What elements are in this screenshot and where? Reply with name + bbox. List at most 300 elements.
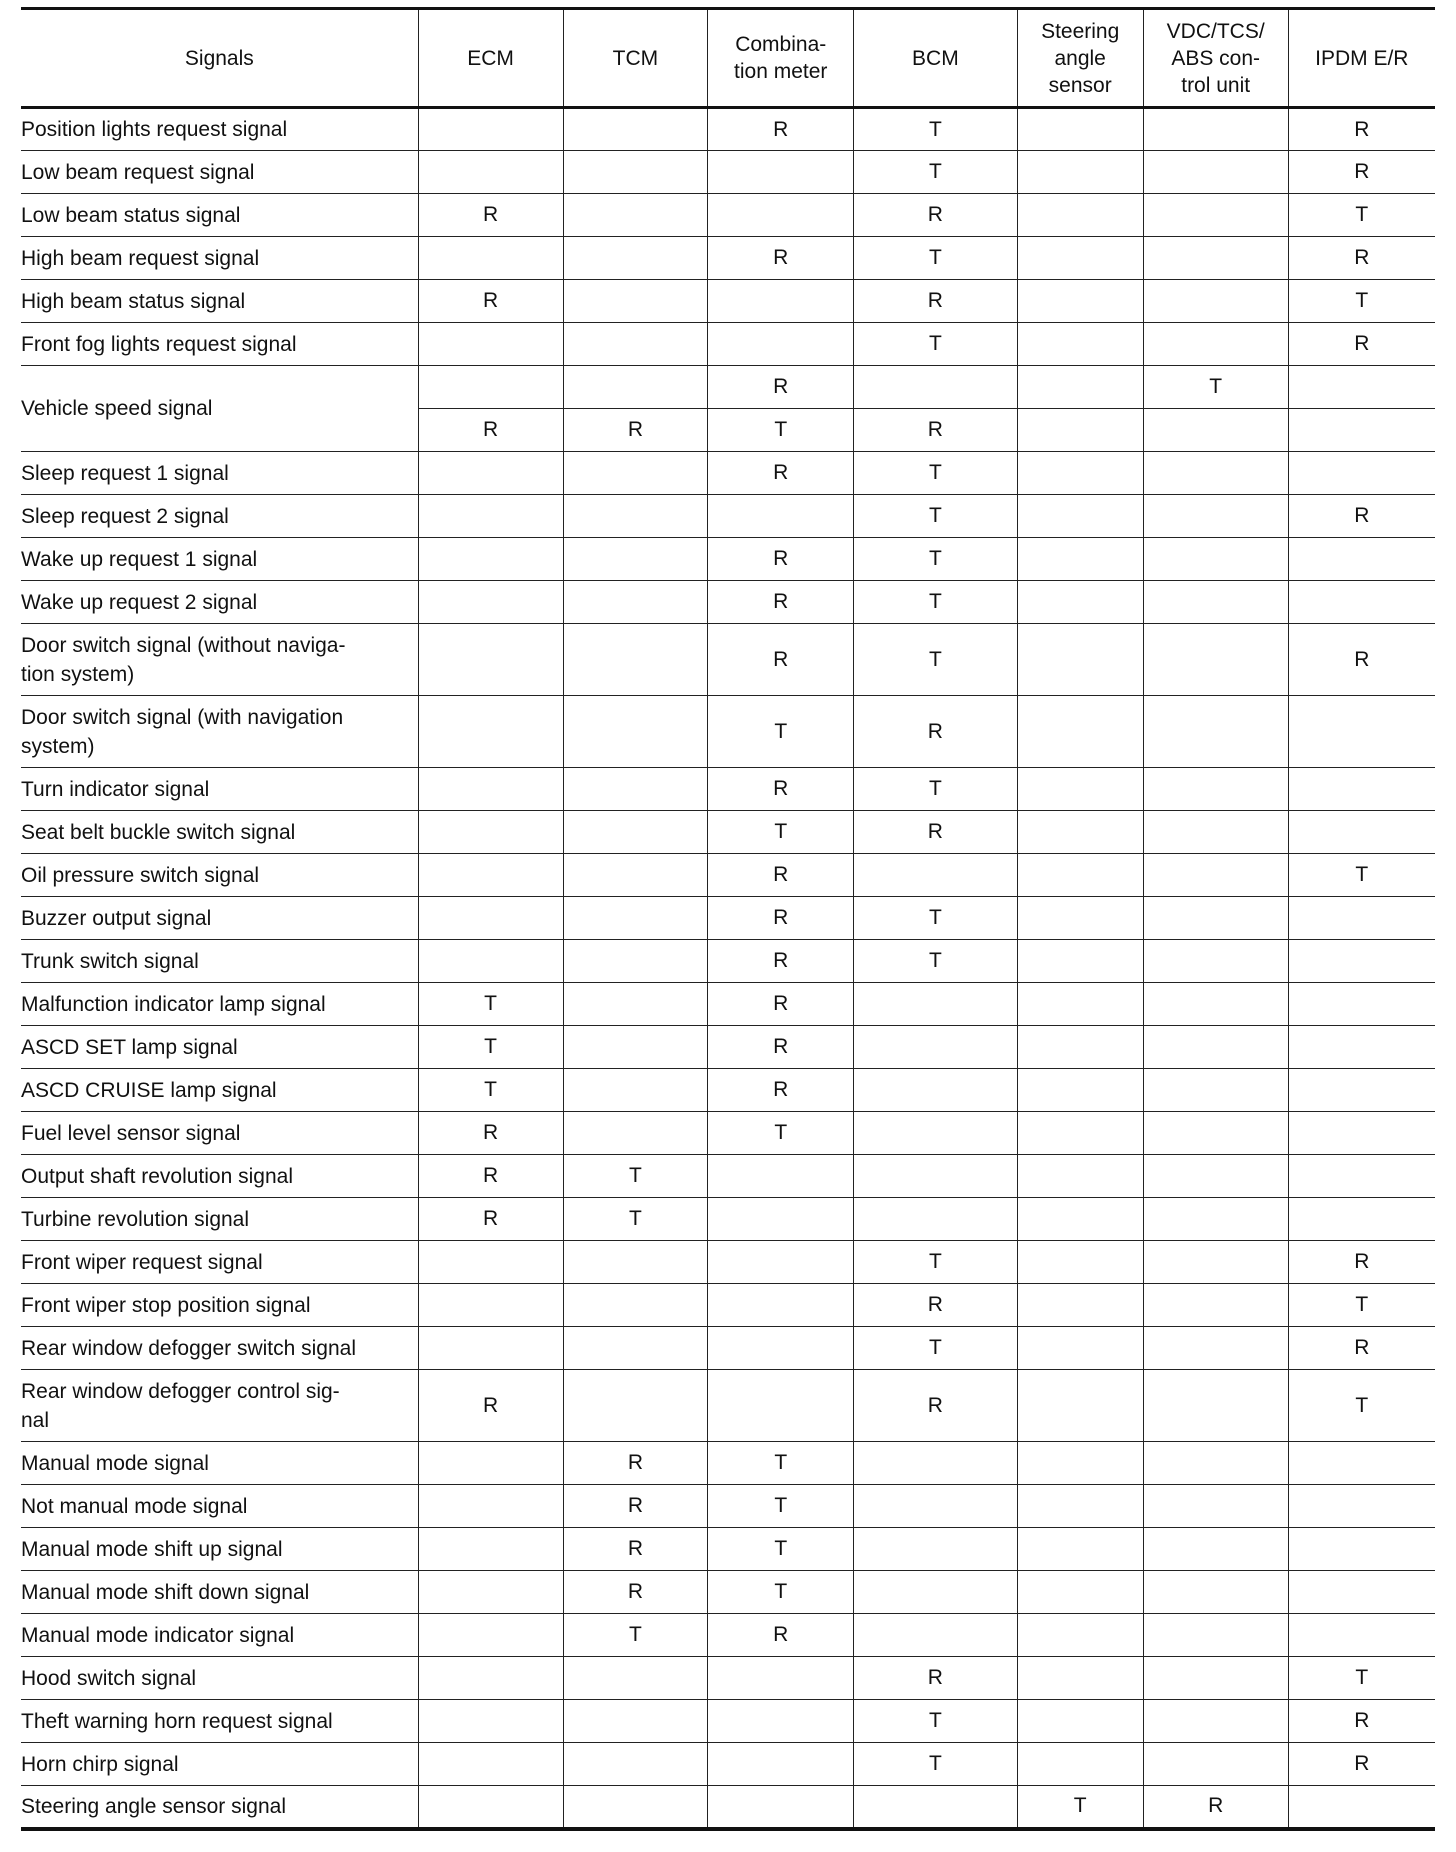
signal-cell bbox=[418, 323, 563, 366]
signal-cell bbox=[1288, 940, 1435, 983]
table-header-row bbox=[21, 9, 1435, 108]
signal-cell bbox=[1143, 108, 1288, 151]
signal-name: Wake up request 2 signal bbox=[21, 581, 418, 624]
table-row bbox=[21, 1026, 1435, 1069]
signal-cell bbox=[1017, 108, 1143, 151]
signal-cell bbox=[1017, 897, 1143, 940]
signal-cell bbox=[854, 1571, 1017, 1614]
signal-cell bbox=[563, 194, 708, 237]
signal-cell bbox=[1143, 1284, 1288, 1327]
signal-cell bbox=[1143, 1026, 1288, 1069]
signal-cell bbox=[1288, 1155, 1435, 1198]
column-header: TCM bbox=[563, 9, 708, 108]
signal-cell bbox=[418, 1528, 563, 1571]
table-row bbox=[21, 854, 1435, 897]
signal-cell bbox=[1143, 1657, 1288, 1700]
signal-cell bbox=[563, 696, 708, 768]
table-row bbox=[21, 1112, 1435, 1155]
signal-cell bbox=[854, 1786, 1017, 1829]
column-header: IPDM E/R bbox=[1288, 9, 1435, 108]
signal-cell bbox=[563, 323, 708, 366]
signal-cell bbox=[563, 452, 708, 495]
signal-name: Horn chirp signal bbox=[21, 1743, 418, 1786]
table-row bbox=[21, 237, 1435, 280]
signal-cell: R bbox=[563, 1528, 708, 1571]
signal-cell: T bbox=[854, 940, 1017, 983]
signal-cell bbox=[563, 1112, 708, 1155]
signal-name: Front wiper request signal bbox=[21, 1241, 418, 1284]
signal-cell: R bbox=[1143, 1786, 1288, 1829]
signal-cell bbox=[1017, 1069, 1143, 1112]
signal-cell: R bbox=[854, 696, 1017, 768]
signal-cell bbox=[1288, 1571, 1435, 1614]
signal-cell bbox=[418, 1743, 563, 1786]
signal-cell: R bbox=[563, 409, 708, 452]
signal-cell: T bbox=[854, 323, 1017, 366]
signal-name: Front fog lights request signal bbox=[21, 323, 418, 366]
signal-cell bbox=[1017, 194, 1143, 237]
signal-cell bbox=[1017, 581, 1143, 624]
signal-cell bbox=[1017, 1112, 1143, 1155]
signal-cell bbox=[563, 1327, 708, 1370]
table-row bbox=[21, 1327, 1435, 1370]
signal-name: Hood switch signal bbox=[21, 1657, 418, 1700]
signal-cell: T bbox=[854, 452, 1017, 495]
signal-cell: T bbox=[708, 1442, 854, 1485]
signal-cell bbox=[1017, 1327, 1143, 1370]
signal-name: Malfunction indicator lamp signal bbox=[21, 983, 418, 1026]
signal-cell bbox=[1017, 1241, 1143, 1284]
signal-name: Manual mode shift down signal bbox=[21, 1571, 418, 1614]
signal-cell bbox=[418, 1442, 563, 1485]
signal-cell bbox=[1143, 897, 1288, 940]
signal-cell bbox=[1017, 940, 1143, 983]
signal-cell: T bbox=[563, 1198, 708, 1241]
table-row bbox=[21, 1241, 1435, 1284]
signal-cell bbox=[854, 1442, 1017, 1485]
signal-cell: T bbox=[563, 1614, 708, 1657]
signal-name: Not manual mode signal bbox=[21, 1485, 418, 1528]
signal-cell bbox=[1143, 1700, 1288, 1743]
signal-name: Rear window defogger switch signal bbox=[21, 1327, 418, 1370]
signal-cell bbox=[563, 495, 708, 538]
signal-cell: R bbox=[708, 854, 854, 897]
signal-cell bbox=[1143, 1614, 1288, 1657]
signal-cell: R bbox=[708, 1614, 854, 1657]
signal-cell: T bbox=[1288, 854, 1435, 897]
signal-cell bbox=[418, 108, 563, 151]
signal-cell bbox=[1017, 1155, 1143, 1198]
signal-cell bbox=[708, 1198, 854, 1241]
signal-cell: T bbox=[563, 1155, 708, 1198]
signal-cell: R bbox=[854, 1284, 1017, 1327]
signal-cell bbox=[1143, 1370, 1288, 1442]
signal-cell bbox=[418, 1700, 563, 1743]
signal-cell bbox=[1143, 1571, 1288, 1614]
table-row bbox=[21, 323, 1435, 366]
signal-cell: R bbox=[418, 1112, 563, 1155]
signal-cell bbox=[563, 1786, 708, 1829]
signal-cell bbox=[418, 581, 563, 624]
table-row bbox=[21, 280, 1435, 323]
table-row bbox=[21, 940, 1435, 983]
signal-cell bbox=[1288, 1026, 1435, 1069]
signal-cell: T bbox=[708, 1571, 854, 1614]
signal-cell: T bbox=[708, 1528, 854, 1571]
signal-cell bbox=[1017, 323, 1143, 366]
table-row bbox=[21, 1743, 1435, 1786]
signal-cell bbox=[1017, 237, 1143, 280]
signal-cell bbox=[1288, 1614, 1435, 1657]
signal-cell: R bbox=[854, 280, 1017, 323]
column-header: Signals bbox=[21, 9, 418, 108]
signal-cell bbox=[563, 1069, 708, 1112]
signal-cell bbox=[1017, 1571, 1143, 1614]
signal-cell bbox=[1017, 1743, 1143, 1786]
column-header: BCM bbox=[854, 9, 1017, 108]
signal-cell: T bbox=[1288, 1284, 1435, 1327]
signal-cell bbox=[418, 854, 563, 897]
table-row bbox=[21, 1069, 1435, 1112]
signal-cell: R bbox=[708, 237, 854, 280]
signal-cell: R bbox=[708, 1026, 854, 1069]
signal-cell bbox=[1288, 983, 1435, 1026]
signal-cell bbox=[563, 1657, 708, 1700]
signal-cell bbox=[1288, 897, 1435, 940]
signal-cell bbox=[418, 811, 563, 854]
signal-cell bbox=[1017, 696, 1143, 768]
signal-cell: R bbox=[708, 768, 854, 811]
signal-cell: R bbox=[1288, 1700, 1435, 1743]
signal-name: Door switch signal (with navigation system) bbox=[21, 696, 418, 768]
signal-cell bbox=[1017, 495, 1143, 538]
signal-cell bbox=[563, 237, 708, 280]
signal-cell: T bbox=[1288, 280, 1435, 323]
signal-cell bbox=[708, 1743, 854, 1786]
signal-cell: R bbox=[1288, 495, 1435, 538]
signal-cell: T bbox=[1017, 1786, 1143, 1829]
signal-cell bbox=[1017, 1700, 1143, 1743]
signal-cell bbox=[1017, 1198, 1143, 1241]
signal-cell: T bbox=[708, 811, 854, 854]
signal-cell bbox=[418, 237, 563, 280]
signal-cell bbox=[563, 151, 708, 194]
signal-cell: R bbox=[1288, 323, 1435, 366]
signal-cell bbox=[708, 1786, 854, 1829]
signal-cell bbox=[1288, 1528, 1435, 1571]
signal-cell: T bbox=[418, 1069, 563, 1112]
signal-name: ASCD SET lamp signal bbox=[21, 1026, 418, 1069]
signal-cell: R bbox=[708, 624, 854, 696]
signal-cell bbox=[1288, 768, 1435, 811]
signal-cell bbox=[854, 1485, 1017, 1528]
signal-cell: R bbox=[1288, 1327, 1435, 1370]
signal-cell bbox=[854, 1155, 1017, 1198]
signal-cell bbox=[1288, 1069, 1435, 1112]
signal-cell bbox=[418, 696, 563, 768]
signal-cell bbox=[1143, 1743, 1288, 1786]
table-row bbox=[21, 452, 1435, 495]
signal-cell bbox=[418, 1571, 563, 1614]
signal-cell bbox=[854, 1112, 1017, 1155]
signal-cell bbox=[1288, 1198, 1435, 1241]
signal-cell bbox=[708, 1370, 854, 1442]
table-row bbox=[21, 1442, 1435, 1485]
signal-cell bbox=[418, 1327, 563, 1370]
signal-cell bbox=[563, 1700, 708, 1743]
signal-name: Rear window defogger control sig- nal bbox=[21, 1370, 418, 1442]
signal-cell bbox=[854, 1069, 1017, 1112]
signal-name: Manual mode signal bbox=[21, 1442, 418, 1485]
table-row bbox=[21, 983, 1435, 1026]
signal-cell bbox=[1143, 1327, 1288, 1370]
signal-name: ASCD CRUISE lamp signal bbox=[21, 1069, 418, 1112]
signal-cell bbox=[1143, 495, 1288, 538]
signal-cell bbox=[1143, 624, 1288, 696]
signal-cell: T bbox=[708, 409, 854, 452]
signal-cell: R bbox=[708, 538, 854, 581]
signal-cell bbox=[418, 940, 563, 983]
signal-cell: T bbox=[1288, 1657, 1435, 1700]
table-row bbox=[21, 194, 1435, 237]
signal-cell: R bbox=[708, 983, 854, 1026]
signal-cell: R bbox=[418, 409, 563, 452]
signal-cell: R bbox=[1288, 624, 1435, 696]
signal-cell bbox=[854, 854, 1017, 897]
signal-cell bbox=[1143, 983, 1288, 1026]
signal-name: Wake up request 1 signal bbox=[21, 538, 418, 581]
signal-cell bbox=[708, 323, 854, 366]
signal-cell: T bbox=[854, 495, 1017, 538]
signal-cell bbox=[1143, 237, 1288, 280]
signal-cell bbox=[1143, 1198, 1288, 1241]
signal-cell: T bbox=[1288, 1370, 1435, 1442]
signal-cell bbox=[1288, 538, 1435, 581]
signal-cell bbox=[1143, 854, 1288, 897]
signal-cell: R bbox=[418, 280, 563, 323]
signal-cell bbox=[1143, 151, 1288, 194]
signal-cell: R bbox=[1288, 237, 1435, 280]
table-row bbox=[21, 1571, 1435, 1614]
signal-name: Output shaft revolution signal bbox=[21, 1155, 418, 1198]
signal-cell bbox=[418, 897, 563, 940]
signal-cell: T bbox=[708, 1112, 854, 1155]
signal-cell: T bbox=[854, 237, 1017, 280]
signal-cell bbox=[563, 811, 708, 854]
column-header: Combina- tion meter bbox=[708, 9, 854, 108]
signal-cell bbox=[1288, 1485, 1435, 1528]
signal-cell bbox=[854, 983, 1017, 1026]
signal-cell bbox=[1143, 696, 1288, 768]
signal-cell bbox=[563, 854, 708, 897]
signal-cell bbox=[1017, 624, 1143, 696]
signal-cell bbox=[1017, 452, 1143, 495]
signal-cell bbox=[708, 1327, 854, 1370]
signal-cell: R bbox=[708, 1069, 854, 1112]
signal-cell bbox=[708, 1284, 854, 1327]
table-row bbox=[21, 1370, 1435, 1442]
table-body bbox=[21, 108, 1435, 1829]
signal-cell bbox=[708, 151, 854, 194]
signal-cell bbox=[563, 581, 708, 624]
signal-cell bbox=[418, 1241, 563, 1284]
signal-cell bbox=[1017, 1614, 1143, 1657]
signal-cell bbox=[1017, 409, 1143, 452]
signal-cell: T bbox=[418, 983, 563, 1026]
signal-cell bbox=[1288, 409, 1435, 452]
signal-name: Vehicle speed signal bbox=[21, 366, 418, 452]
signal-cell: R bbox=[854, 1657, 1017, 1700]
signal-cell bbox=[1017, 1442, 1143, 1485]
signal-name: Turn indicator signal bbox=[21, 768, 418, 811]
signal-cell bbox=[1288, 1112, 1435, 1155]
signal-cell bbox=[1017, 854, 1143, 897]
signal-name: Manual mode shift up signal bbox=[21, 1528, 418, 1571]
signal-cell bbox=[708, 1657, 854, 1700]
signal-cell bbox=[1143, 194, 1288, 237]
signal-cell bbox=[1288, 1442, 1435, 1485]
signal-cell bbox=[1017, 1284, 1143, 1327]
signal-cell bbox=[418, 1614, 563, 1657]
signal-cell: R bbox=[563, 1485, 708, 1528]
signal-cell: R bbox=[1288, 1241, 1435, 1284]
signal-cell: T bbox=[854, 1327, 1017, 1370]
signal-cell bbox=[708, 1155, 854, 1198]
signal-cell bbox=[563, 983, 708, 1026]
signal-cell: R bbox=[708, 581, 854, 624]
signal-name: Buzzer output signal bbox=[21, 897, 418, 940]
signal-cell bbox=[563, 940, 708, 983]
signal-cell bbox=[1143, 1069, 1288, 1112]
signal-cell bbox=[1143, 452, 1288, 495]
signal-cell bbox=[1143, 1442, 1288, 1485]
table-row bbox=[21, 1198, 1435, 1241]
signal-cell bbox=[1017, 366, 1143, 409]
signal-cell bbox=[563, 366, 708, 409]
signal-name: Oil pressure switch signal bbox=[21, 854, 418, 897]
signal-name: Fuel level sensor signal bbox=[21, 1112, 418, 1155]
signal-cell bbox=[1017, 1026, 1143, 1069]
signal-name: High beam status signal bbox=[21, 280, 418, 323]
table-row bbox=[21, 151, 1435, 194]
signal-name: Sleep request 1 signal bbox=[21, 452, 418, 495]
signal-cell: R bbox=[418, 194, 563, 237]
signal-cell bbox=[1288, 366, 1435, 409]
signal-cell bbox=[708, 1241, 854, 1284]
signal-cell bbox=[418, 366, 563, 409]
signal-cell bbox=[1017, 983, 1143, 1026]
signal-cell: R bbox=[708, 940, 854, 983]
signal-cell bbox=[1143, 1485, 1288, 1528]
signal-cell: T bbox=[854, 897, 1017, 940]
signal-name: Door switch signal (without naviga- tion system) bbox=[21, 624, 418, 696]
signal-cell bbox=[1288, 452, 1435, 495]
signal-name: Low beam status signal bbox=[21, 194, 418, 237]
signal-cell: T bbox=[854, 1241, 1017, 1284]
signal-cell: T bbox=[708, 1485, 854, 1528]
column-header: VDC/TCS/ ABS con- trol unit bbox=[1143, 9, 1288, 108]
signal-table-page bbox=[21, 7, 1435, 1831]
signal-cell bbox=[854, 1026, 1017, 1069]
signal-cell bbox=[1017, 151, 1143, 194]
signal-cell bbox=[563, 1284, 708, 1327]
signal-name: Trunk switch signal bbox=[21, 940, 418, 983]
signal-cell bbox=[1143, 1528, 1288, 1571]
signal-cell: T bbox=[418, 1026, 563, 1069]
signal-cell: R bbox=[854, 409, 1017, 452]
signal-cell: R bbox=[708, 108, 854, 151]
signal-cell: R bbox=[854, 811, 1017, 854]
signal-cell bbox=[418, 495, 563, 538]
signal-cell bbox=[708, 194, 854, 237]
table-row bbox=[21, 811, 1435, 854]
signal-cell: T bbox=[708, 696, 854, 768]
table-row bbox=[21, 495, 1435, 538]
signal-name: Front wiper stop position signal bbox=[21, 1284, 418, 1327]
table-row bbox=[21, 1485, 1435, 1528]
signal-cell bbox=[418, 624, 563, 696]
signal-cell bbox=[1017, 538, 1143, 581]
signal-cell bbox=[1288, 1786, 1435, 1829]
signal-cell bbox=[708, 1700, 854, 1743]
signal-cell: R bbox=[418, 1370, 563, 1442]
signal-cell: T bbox=[854, 1700, 1017, 1743]
signal-cell bbox=[563, 1370, 708, 1442]
signal-cell bbox=[708, 280, 854, 323]
signal-cell bbox=[1017, 1528, 1143, 1571]
signal-cell bbox=[563, 1026, 708, 1069]
signal-cell: R bbox=[708, 897, 854, 940]
can-signal-chart-table bbox=[21, 7, 1435, 1831]
signal-cell: R bbox=[1288, 108, 1435, 151]
signal-cell bbox=[1143, 1241, 1288, 1284]
signal-cell bbox=[563, 1241, 708, 1284]
table-row bbox=[21, 108, 1435, 151]
signal-name: Turbine revolution signal bbox=[21, 1198, 418, 1241]
column-header: ECM bbox=[418, 9, 563, 108]
signal-cell bbox=[708, 495, 854, 538]
signal-cell bbox=[418, 538, 563, 581]
table-row bbox=[21, 696, 1435, 768]
signal-cell: T bbox=[1288, 194, 1435, 237]
signal-cell bbox=[1143, 1155, 1288, 1198]
signal-cell: R bbox=[1288, 151, 1435, 194]
signal-cell bbox=[1288, 696, 1435, 768]
table-row bbox=[21, 1700, 1435, 1743]
signal-cell bbox=[418, 1657, 563, 1700]
signal-name: Manual mode indicator signal bbox=[21, 1614, 418, 1657]
signal-cell bbox=[563, 108, 708, 151]
signal-cell bbox=[1143, 409, 1288, 452]
table-row bbox=[21, 1614, 1435, 1657]
signal-cell bbox=[1143, 940, 1288, 983]
signal-cell: R bbox=[418, 1155, 563, 1198]
table-row bbox=[21, 768, 1435, 811]
signal-cell bbox=[563, 1743, 708, 1786]
signal-cell bbox=[854, 1528, 1017, 1571]
signal-cell bbox=[1143, 768, 1288, 811]
signal-cell bbox=[418, 1786, 563, 1829]
signal-cell: R bbox=[563, 1442, 708, 1485]
signal-cell bbox=[1143, 538, 1288, 581]
table-row bbox=[21, 538, 1435, 581]
signal-cell bbox=[1017, 280, 1143, 323]
table-row bbox=[21, 1528, 1435, 1571]
signal-cell: T bbox=[854, 581, 1017, 624]
signal-cell bbox=[1288, 581, 1435, 624]
signal-cell bbox=[1017, 811, 1143, 854]
signal-cell bbox=[1143, 811, 1288, 854]
